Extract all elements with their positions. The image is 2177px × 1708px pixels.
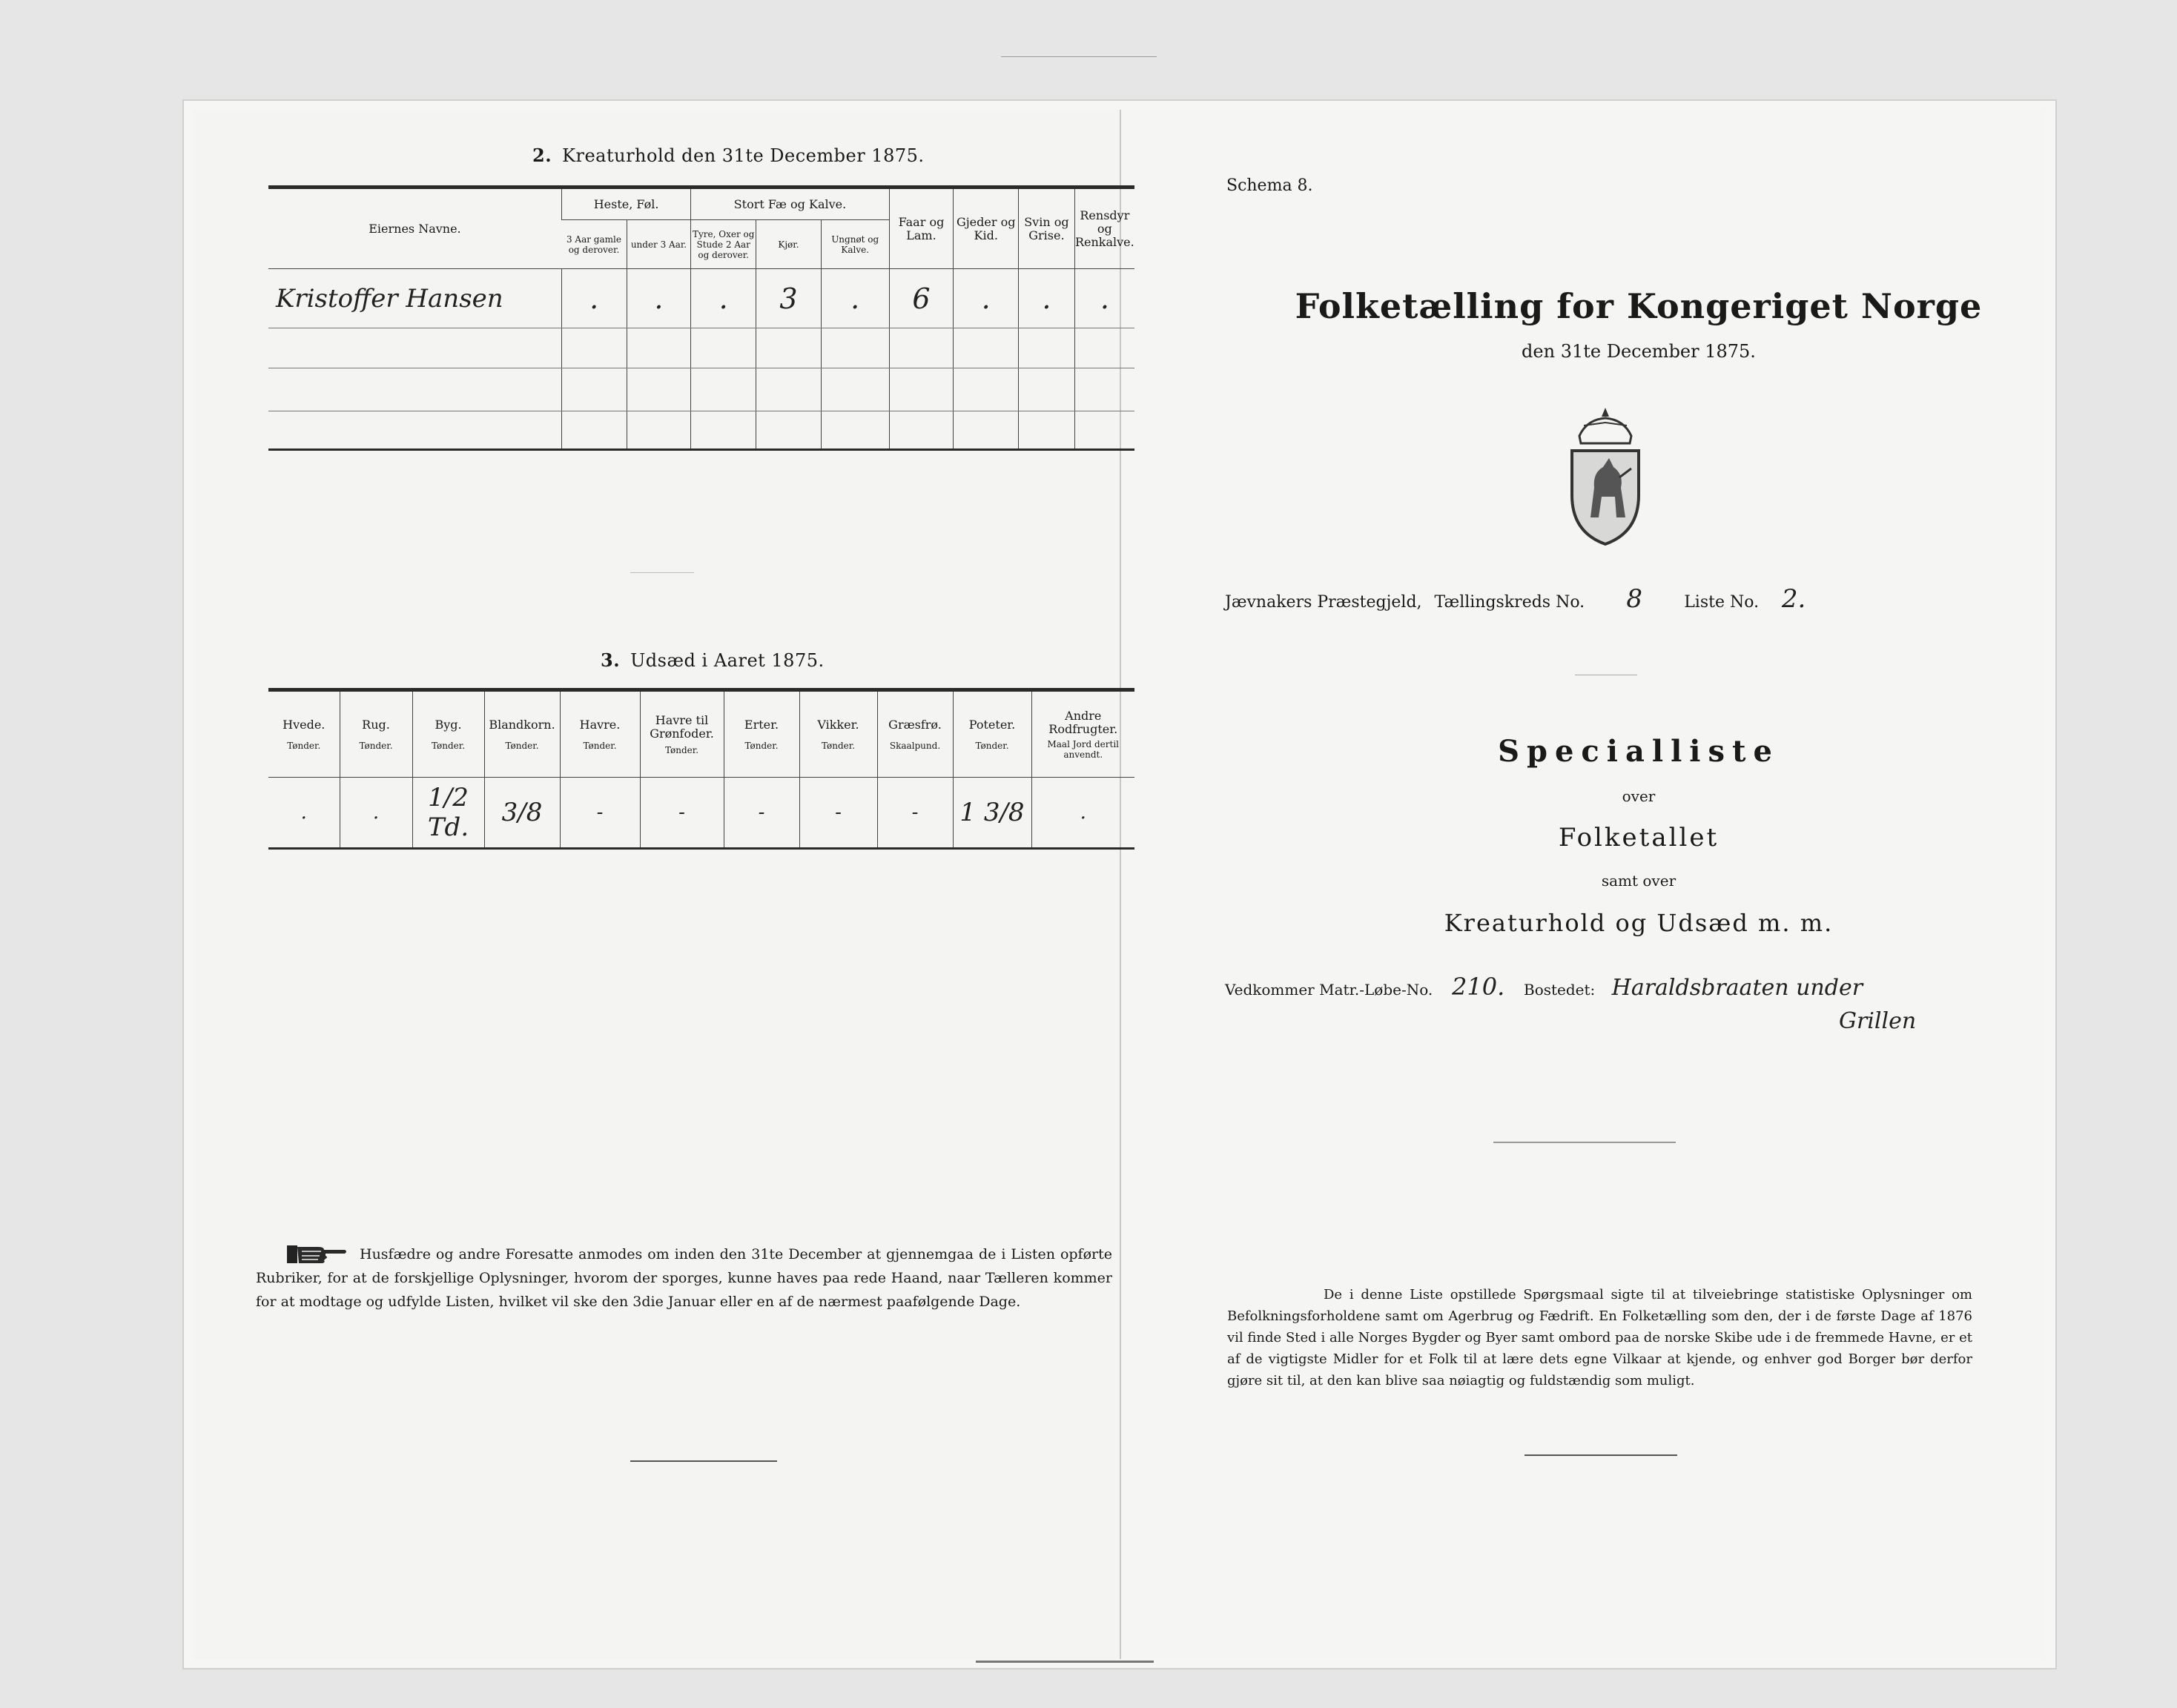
cell-horses-old: . — [561, 269, 627, 328]
section3-title: Udsæd i Aaret 1875. — [630, 650, 825, 671]
cell-vetch: - — [799, 778, 877, 849]
top-margin-mark — [1001, 56, 1157, 57]
divider-right-3 — [1524, 1454, 1677, 1456]
header-barley: Byg. Tønder. — [412, 690, 484, 778]
over-label-1: over — [1622, 787, 1656, 805]
document-title: Folketælling for Kongeriget Norge — [1295, 286, 1983, 326]
owner-name: Kristoffer Hansen — [268, 269, 561, 328]
header-vetch: Vikker. Tønder. — [799, 690, 877, 778]
header-owner: Eiernes Navne. — [268, 188, 561, 269]
header-wheat: Hvede. Tønder. — [268, 690, 340, 778]
samt-over-label: samt over — [1601, 872, 1676, 890]
cell-mixed-grain: 3/8 — [484, 778, 560, 849]
header-horses-young: under 3 Aar. — [627, 220, 691, 269]
cell-pigs: . — [1019, 269, 1075, 328]
bosted-label: Bostedet: — [1524, 981, 1596, 999]
district-value: 8 — [1626, 584, 1642, 614]
divider-right-2 — [1493, 1142, 1676, 1143]
bosted-value-1: Haraldsbraaten under — [1611, 975, 1863, 1001]
section3-heading — [601, 649, 825, 671]
cell-goats: . — [954, 269, 1019, 328]
notice-text: Husfædre og andre Foresatte anmodes om inden den 31te December at gjennemgaa de i Listen opførte Rubriker, for at de forskjellige Oplysninger, hvorom der sporges, kunne haves paa rede Haand, naar Tælleren kommer for at modtage og udfylde Listen, hvilket vil ske den 3die Januar eller en af de nærmest paafølgende Dage. — [256, 1246, 1112, 1310]
cell-wheat: . — [268, 778, 340, 849]
cell-peas: - — [724, 778, 799, 849]
specialliste-heading: Specialliste — [1498, 734, 1780, 769]
district-label: Tællingskreds No. — [1434, 593, 1585, 612]
header-mixed-grain: Blandkorn. Tønder. — [484, 690, 560, 778]
header-goats: Gjeder og Kid. — [954, 188, 1019, 269]
livestock-table — [268, 185, 1134, 451]
cell-green-fodder: - — [640, 778, 724, 849]
cell-potatoes: 1 3/8 — [953, 778, 1031, 849]
header-green-fodder: Havre til Grønfoder. Tønder. — [640, 690, 724, 778]
cell-calves: . — [821, 269, 889, 328]
cell-oats: - — [560, 778, 640, 849]
cell-horses-young: . — [627, 269, 691, 328]
footnote-text: De i denne Liste opstillede Spørgsmaal sigte til at tilveiebringe statistiske Oplysninger om Befolkningsforholdene samt om Agerbrug og Fædrift. En Folketælling som den, der i de første Dage af 1876 vil finde Sted i alle Norges Bygder og Byer samt ombord paa de norske Skibe ude i de fremmede Havne, er et af de vigtigste Midler for et Folk til at lære dets egne Vilkaar at kjende, og enhver god Borger bør derfor gjøre sit til, at den kan blive saa nøiagtig og fuldstændig som muligt. — [1227, 1287, 1972, 1388]
bosted-value-2: Grillen — [1839, 1008, 1917, 1034]
bottom-margin-mark — [976, 1661, 1154, 1663]
cell-bulls: . — [691, 269, 756, 328]
parish-line — [1225, 584, 1823, 614]
header-rye: Rug. Tønder. — [340, 690, 412, 778]
cell-reindeer: . — [1074, 269, 1134, 328]
cell-grass-seed: - — [877, 778, 953, 849]
cell-sheep: 6 — [889, 269, 954, 328]
header-oats: Havre. Tønder. — [560, 690, 640, 778]
document-date: den 31te December 1875. — [1522, 341, 1756, 362]
divider-left-2 — [630, 1460, 777, 1462]
header-sheep: Faar og Lam. — [889, 188, 954, 269]
matr-line — [1225, 973, 1863, 1001]
kreaturhold-label: Kreaturhold og Udsæd m. m. — [1444, 909, 1834, 937]
section3-number: 3. — [601, 649, 621, 671]
schema-label: Schema 8. — [1226, 176, 1313, 195]
matr-label: Vedkommer Matr.-Løbe-No. — [1225, 981, 1433, 999]
section2-number: 2. — [532, 145, 552, 166]
divider-left-1 — [630, 572, 694, 573]
header-other-roots: Andre Rodfrugter. Maal Jord dertil anvendt. — [1031, 690, 1134, 778]
section2-heading — [532, 145, 925, 166]
matr-value: 210. — [1452, 973, 1505, 1001]
header-reindeer: Rensdyr og Renkalve. — [1074, 188, 1134, 269]
cell-other-roots: . — [1031, 778, 1134, 849]
header-pigs: Svin og Grise. — [1019, 188, 1075, 269]
section2-title: Kreaturhold den 31te December 1875. — [562, 145, 925, 166]
header-bulls: Tyre, Oxer og Stude 2 Aar og derover. — [691, 220, 756, 269]
sowing-table — [268, 688, 1134, 850]
header-horses: Heste, Føl. — [561, 188, 690, 220]
parish-name: Jævnakers Præstegjeld, — [1225, 593, 1422, 612]
header-grass-seed: Græsfrø. Skaalpund. — [877, 690, 953, 778]
header-horses-old: 3 Aar gamle og derover. — [561, 220, 627, 269]
header-cattle: Stort Fæ og Kalve. — [691, 188, 889, 220]
coat-of-arms-icon — [1557, 406, 1654, 547]
header-peas: Erter. Tønder. — [724, 690, 799, 778]
folketallet-label: Folketallet — [1558, 823, 1720, 853]
cell-cows: 3 — [756, 269, 822, 328]
cell-barley: 1/2 Td. — [412, 778, 484, 849]
header-calves: Ungnøt og Kalve. — [821, 220, 889, 269]
cell-rye: . — [340, 778, 412, 849]
list-value: 2. — [1781, 584, 1806, 614]
header-cows: Kjør. — [756, 220, 822, 269]
header-potatoes: Poteter. Tønder. — [953, 690, 1031, 778]
list-label: Liste No. — [1684, 593, 1760, 612]
